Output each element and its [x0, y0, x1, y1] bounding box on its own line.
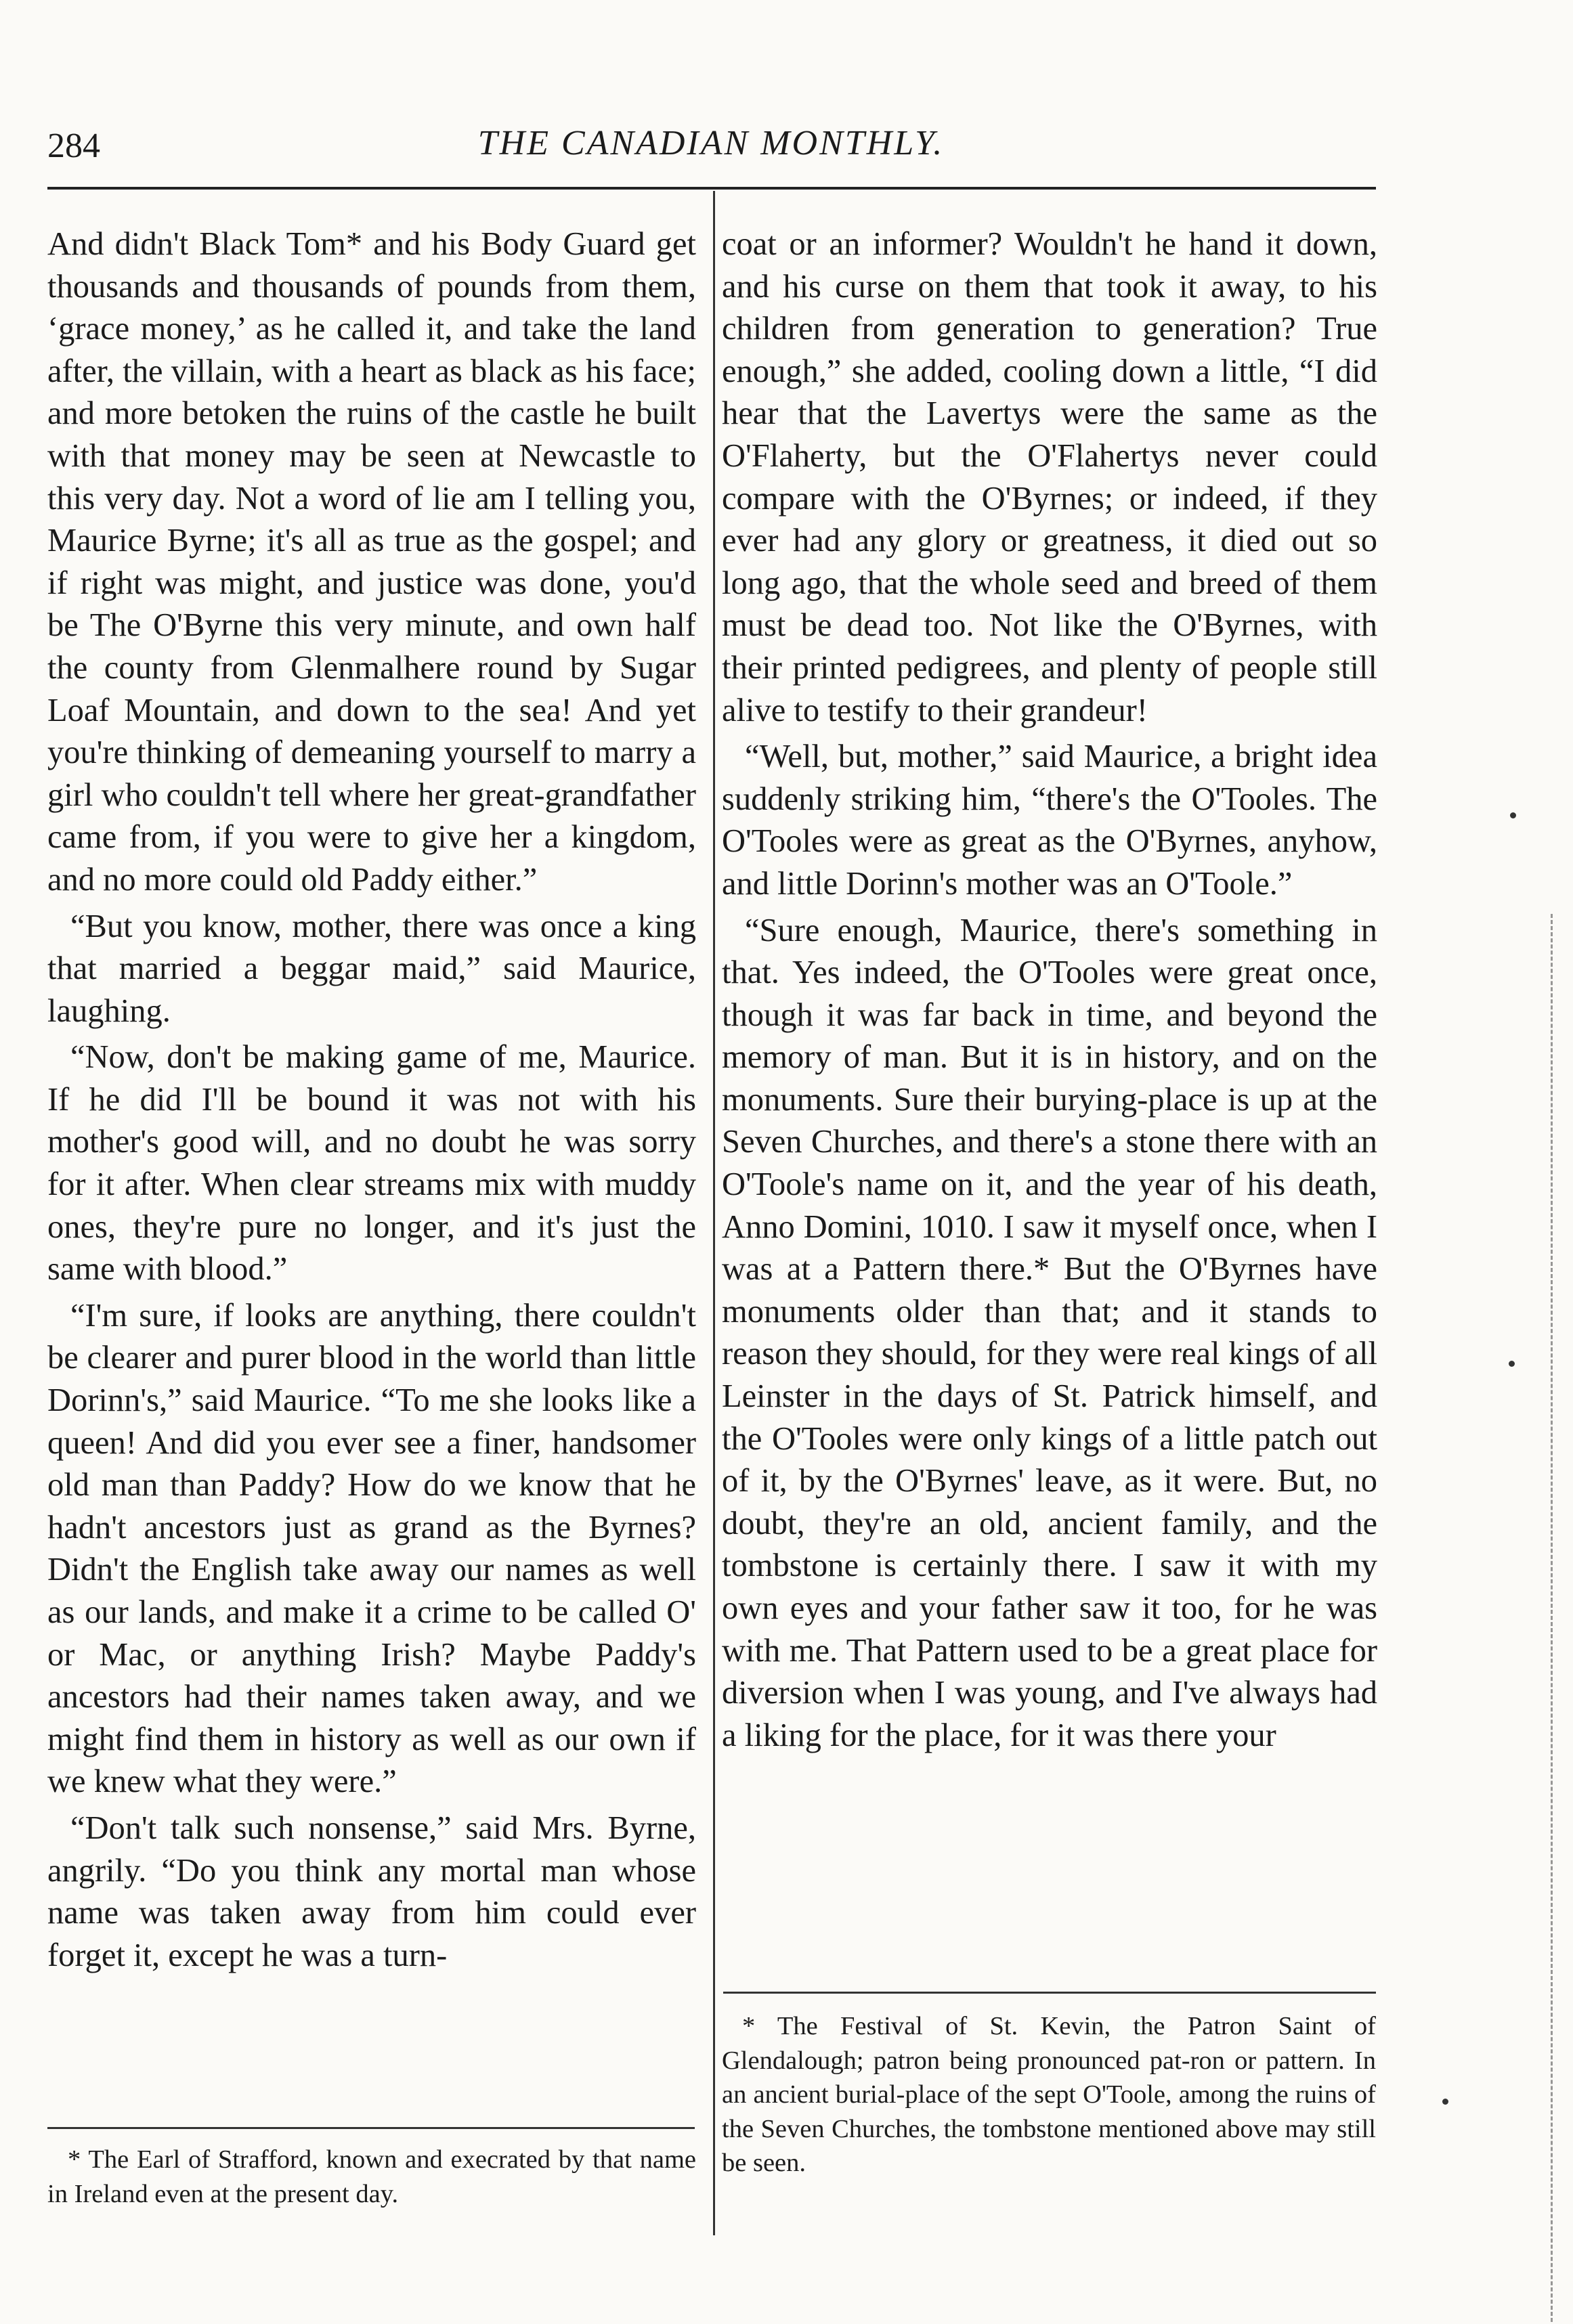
ink-speck: [1509, 1361, 1515, 1367]
footnote-rule: [47, 2127, 695, 2129]
page-header: [47, 120, 1375, 175]
footnote: * The Festival of St. Kevin, the Patron Saint of Glendalough; patron being pronounced pat-ron or pattern. In an ancient burial-place of the sept O'Toole, among the ruins of the Seven Churches, the tombstone mentioned above may still be seen.: [722, 2012, 1376, 2177]
page-edge-shadow: [1551, 914, 1553, 2322]
paragraph: “Now, don't be making game of me, Maurice. If he did I'll be bound it was not with his mother's good will, and no doubt he was sorry for it after. When clear streams mix with muddy ones, they're pure no longer, and it's just the same with blood.”: [47, 1039, 696, 1288]
header-rule: [47, 187, 1376, 190]
footnote: * The Earl of Strafford, known and execrated by that name in Ireland even at the present day.: [47, 2145, 696, 2208]
column-divider: [713, 191, 715, 2235]
paragraph: “I'm sure, if looks are anything, there couldn't be clearer and purer blood in the world than little Dorinn's,” said Maurice. “To me she looks like a queen! And did you ever see a finer, handsomer old man than Paddy? How do we know that he hadn't ancestors just as grand as the Byrnes? Didn't the English take away our names as well as our lands, and make it a crime to be called O' or Mac, or anything Irish? Maybe Paddy's ancestors had their names taken away, and we might find them in history as well as our own if we knew what they were.”: [47, 1297, 696, 1800]
running-title: THE CANADIAN MONTHLY.: [477, 124, 945, 162]
ink-speck: [1442, 2099, 1448, 2105]
page-number: 284: [47, 127, 100, 165]
paragraph: “Well, but, mother,” said Maurice, a bright idea suddenly striking him, “there's the O'Tooles. The O'Tooles were as great as the O'Byrnes, anyhow, and little Dorinn's mother was an O'Toole.”: [722, 739, 1377, 902]
footnote-rule: [723, 1992, 1376, 1994]
left-column: [47, 223, 696, 1977]
paragraph: “Don't talk such nonsense,” said Mrs. Byrne, angrily. “Do you think any mortal man whose name was taken away from him could ever forget it, except he was a turn-: [47, 1810, 696, 1973]
paragraph: coat or an informer? Wouldn't he hand it down, and his curse on them that took it away, to his children from generation to generation? True enough,” she added, cooling down a little, “I did hear that the Lavertys were the same as the O'Flaherty, but the O'Flahertys never could compare with the O'Byrnes; or indeed, if they ever had any glory or greatness, it died out so long ago, that the whole seed and breed of them must be dead too. Not like the O'Byrnes, with their printed pedigrees, and plenty of people still alive to testify to their grandeur!: [722, 226, 1377, 728]
paragraph: “But you know, mother, there was once a king that married a beggar maid,” said Maurice, laughing.: [47, 908, 696, 1029]
paragraph: “Sure enough, Maurice, there's something in that. Yes indeed, the O'Tooles were great once, though it was far back in time, and beyond the memory of man. But it is in history, and on the monuments. Sure their burying-place is up at the Seven Churches, and there's a stone there with an O'Toole's name on it, and the year of his death, Anno Domini, 1010. I saw it myself once, when I was at a Pattern there.* But the O'Byrnes have monuments older than that; and it stands to reason they should, for they were real kings of all Leinster in the days of St. Patrick himself, and the O'Tooles were only kings of a little patch out of it, by the O'Byrnes' leave, as it were. But, no doubt, they're an old, ancient family, and the tombstone is certainly there. I saw it with my own eyes and your father saw it too, for he was with me. That Pattern used to be a great place for diversion when I was young, and I've always had a liking for the place, for it was there your: [722, 912, 1377, 1753]
ink-speck: [1510, 812, 1516, 818]
right-column: [722, 223, 1377, 1757]
paragraph: And didn't Black Tom* and his Body Guard get thousands and thousands of pounds from them, ‘grace money,’ as he called it, and take the land after, the villain, with a heart as black as his face; and more betoken the ruins of the castle he built with that money may be seen at Newcastle to this very day. Not a word of lie am I telling you, Maurice Byrne; it's all as true as the gospel; and if right was might, and justice was done, you'd be The O'Byrne this very minute, and own half the county from Glenmalhere round by Sugar Loaf Mountain, and down to the sea! And yet you're thinking of demeaning yourself to marry a girl who couldn't tell where her great-grandfather came from, if you were to give her a kingdom, and no more could old Paddy either.”: [47, 226, 696, 898]
